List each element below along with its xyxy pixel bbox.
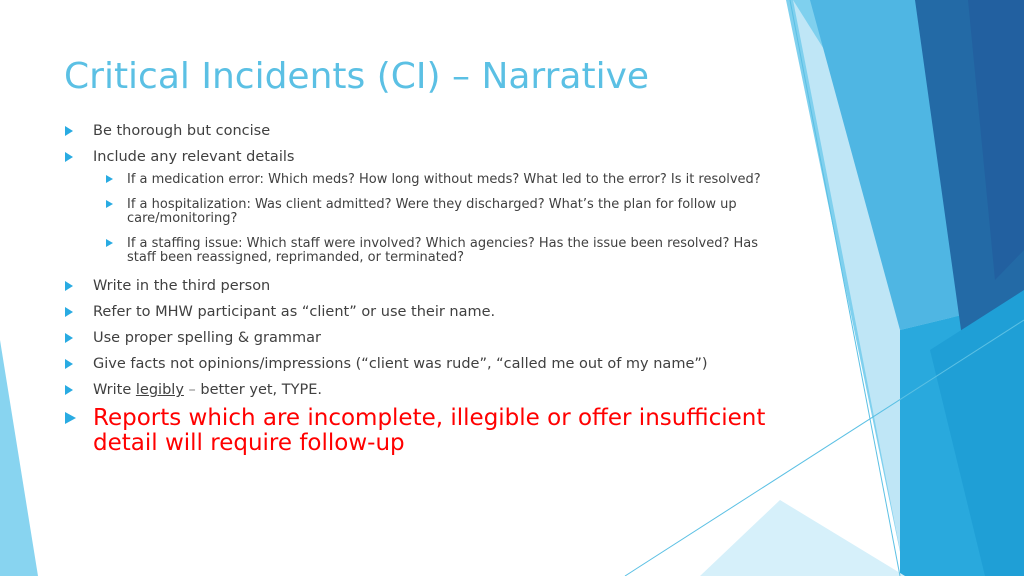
bullet-arrow-icon — [106, 200, 113, 208]
bullet-text: Give facts not opinions/impressions (“client was rude”, “called me out of my name”) — [93, 356, 708, 372]
left-accent-shape — [0, 340, 38, 576]
bullet-arrow-icon — [65, 359, 73, 369]
sub-bullet-text: If a hospitalization: Was client admitted? Were they discharged? What’s the plan for follow up care/monitoring? — [127, 197, 737, 226]
bullet-text: Be thorough but concise — [93, 123, 271, 139]
list-item — [64, 328, 784, 348]
list-item — [64, 380, 784, 400]
underlined-word: legibly — [135, 382, 184, 398]
list-item — [64, 276, 784, 296]
list-item — [64, 354, 784, 374]
list-item — [64, 147, 784, 167]
bullet-text: Use proper spelling & grammar — [93, 330, 321, 346]
bullet-arrow-icon — [106, 239, 113, 247]
bullet-arrow-icon — [65, 307, 73, 317]
sub-bullet-text: If a staffing issue: Which staff were involved? Which agencies? Has the issue been resolved? Has staff been reassigned, reprimanded, or terminated? — [127, 236, 759, 265]
bullet-arrow-icon — [65, 152, 73, 162]
bullet-arrow-icon — [65, 333, 73, 343]
list-item — [64, 302, 784, 322]
highlight-text: Reports which are incomplete, illegible or offer insufficient detail will require follow-up — [93, 405, 766, 456]
sub-list-item — [64, 173, 784, 187]
sub-bullet-text: If a medication error: Which meds? How long without meds? What led to the error? Is it resolved? — [127, 172, 761, 187]
bullet-text: Write in the third person — [93, 278, 271, 294]
bullet-arrow-icon — [65, 385, 73, 395]
bullet-arrow-icon — [65, 412, 76, 424]
bullet-text: Write — [93, 382, 136, 398]
sub-list-item — [64, 198, 784, 226]
dash-separator: – — [183, 382, 201, 398]
bullet-arrow-icon — [106, 175, 113, 183]
bullet-list — [64, 121, 784, 456]
highlight-list-item — [64, 406, 784, 456]
bullet-text: Include any relevant details — [93, 149, 295, 165]
sub-list-item — [64, 237, 784, 265]
bottom-pale-shape — [700, 500, 905, 576]
bullet-arrow-icon — [65, 281, 73, 291]
slide-title: Critical Incidents (CI) – Narrative — [64, 56, 650, 97]
list-item — [64, 121, 784, 141]
bullet-text: Refer to MHW participant as “client” or use their name. — [93, 304, 496, 320]
bullet-text-continued: better yet, TYPE. — [200, 382, 322, 398]
bullet-arrow-icon — [65, 126, 73, 136]
